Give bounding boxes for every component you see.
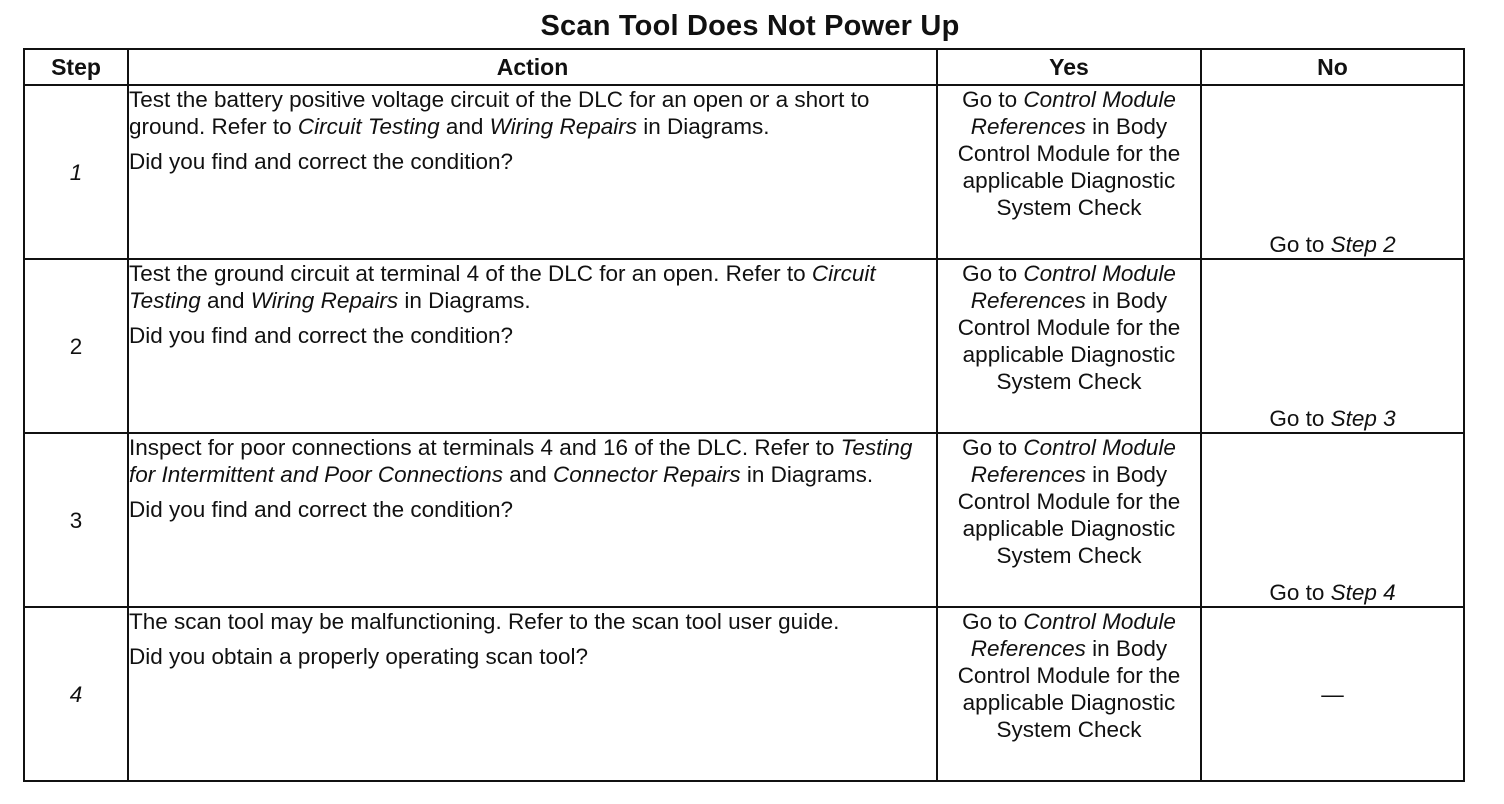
no-cell: — xyxy=(1201,607,1464,781)
no-cell: Go to Step 4 xyxy=(1201,433,1464,607)
table-row xyxy=(24,433,1464,607)
yes-cell: Go to Control Module References in Body Control Module for the applicable Diagnostic System Check xyxy=(937,85,1201,259)
no-cell: Go to Step 2 xyxy=(1201,85,1464,259)
action-question: Did you find and correct the condition? xyxy=(129,323,513,348)
action-cell xyxy=(128,433,937,607)
yes-cell: Go to Control Module References in Body Control Module for the applicable Diagnostic System Check xyxy=(937,259,1201,433)
action-text: The scan tool may be malfunctioning. Refer to the scan tool user guide. xyxy=(129,609,840,634)
step-number: 4 xyxy=(24,607,128,781)
action-text: Inspect for poor connections at terminals 4 and 16 of the DLC. Refer to Testing for Intermittent and Poor Connections and Connector Repairs in Diagrams. xyxy=(129,435,913,487)
step-number: 2 xyxy=(24,259,128,433)
action-text: Test the ground circuit at terminal 4 of the DLC for an open. Refer to Circuit Testing and Wiring Repairs in Diagrams. xyxy=(129,261,876,313)
action-question: Did you obtain a properly operating scan tool? xyxy=(129,644,589,669)
no-cell: Go to Step 3 xyxy=(1201,259,1464,433)
action-cell xyxy=(128,85,937,259)
step-number: 3 xyxy=(24,433,128,607)
step-number: 1 xyxy=(24,85,128,259)
header-yes: Yes xyxy=(937,49,1201,85)
action-question: Did you find and correct the condition? xyxy=(129,149,513,174)
diagnostic-table xyxy=(23,48,1465,782)
header-row xyxy=(24,49,1464,85)
table-row xyxy=(24,85,1464,259)
table-row xyxy=(24,607,1464,781)
yes-cell: Go to Control Module References in Body Control Module for the applicable Diagnostic System Check xyxy=(937,433,1201,607)
yes-cell: Go to Control Module References in Body Control Module for the applicable Diagnostic System Check xyxy=(937,607,1201,781)
header-step: Step xyxy=(24,49,128,85)
table-row xyxy=(24,259,1464,433)
action-text: Test the battery positive voltage circuit of the DLC for an open or a short to ground. Refer to Circuit Testing and Wiring Repairs in Diagrams. xyxy=(129,87,870,139)
header-no: No xyxy=(1201,49,1464,85)
action-cell xyxy=(128,259,937,433)
page-title: Scan Tool Does Not Power Up xyxy=(540,10,960,42)
header-action: Action xyxy=(128,49,937,85)
action-cell xyxy=(128,607,937,781)
action-question: Did you find and correct the condition? xyxy=(129,497,513,522)
